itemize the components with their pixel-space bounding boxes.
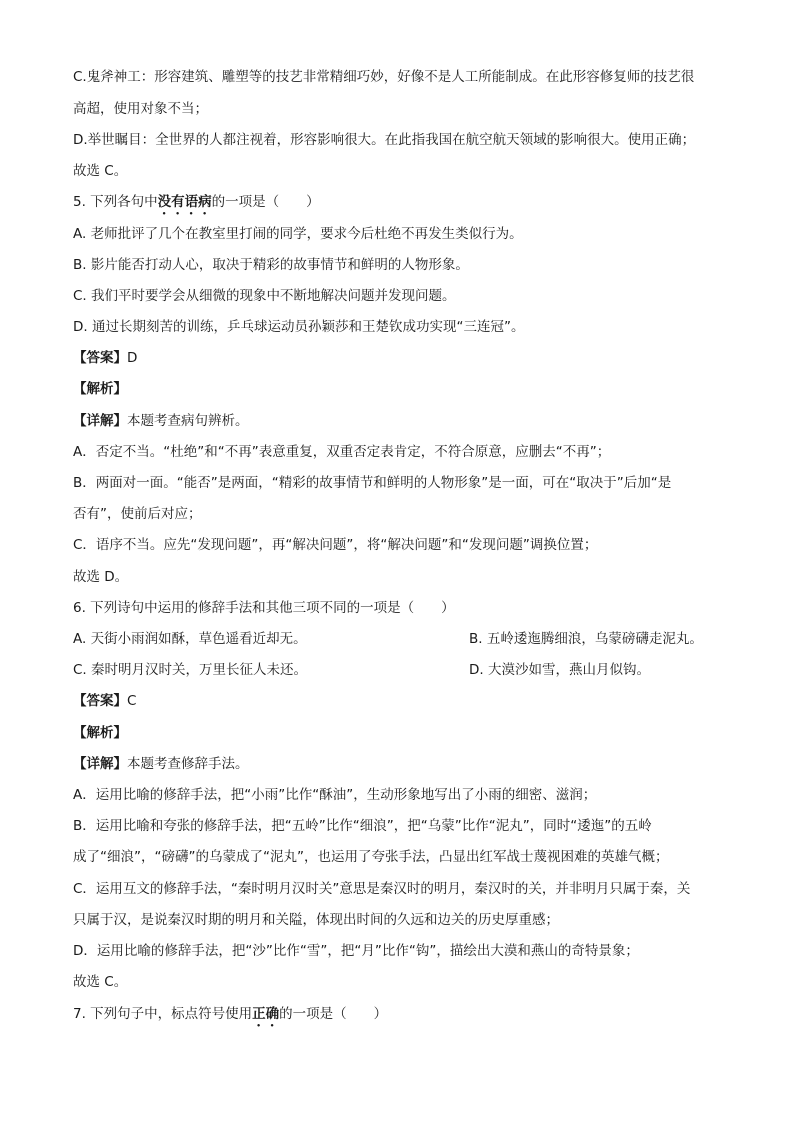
q6-detail [73,754,734,774]
q6-options-row2 [73,660,734,680]
q6-answer [73,691,734,711]
q5-option-d: D. 通过长期刻苦的训练，乒乓球运动员孙颖莎和王楚钦成功实现“三连冠”。 [73,319,525,335]
q6-conclusion: 故选 C。 [73,974,128,990]
q6-explanation-d: D．运用比喻的修辞手法，把“沙”比作“雪”，把“月”比作“钩”，描绘出大漠和燕山的奇特景象； [73,943,639,959]
q6-options-row1 [73,629,734,649]
q6-analysis-heading: 【解析】 [73,725,127,741]
q5-answer-value: D [127,350,138,366]
q5-stem-suffix: 的一项是（ ） [211,194,320,210]
q6-option-b: B. 五岭逶迤腾细浪，乌蒙磅礴走泥丸。 [469,631,703,647]
q6-option-a: A. 天街小雨润如酥，草色遥看近却无。 [73,631,307,647]
q6-stem: 6. 下列诗句中运用的修辞手法和其他三项不同的一项是（ ） [73,600,455,616]
q5-conclusion: 故选 D。 [73,569,129,585]
q7-stem-emphasis: 正确 [252,1006,280,1022]
q5-detail-text: 本题考查病句辨析。 [127,413,249,429]
q6-explanation-c-line1: C．运用互文的修辞手法，“秦时明月汉时关”意思是秦汉时的明月，秦汉时的关，并非明月只属于秦，关 [73,881,691,897]
q5-option-b: B. 影片能否打动人心，取决于精彩的故事情节和鲜明的人物形象。 [73,257,469,273]
q6-explanation-b-line1: B．运用比喻和夸张的修辞手法，把“五岭”比作“细浪”，把“乌蒙”比作“泥丸”，同时“逶迤”的五岭 [73,818,652,834]
q5-explanation-b-line1: B．两面对一面。“能否”是两面，“精彩的故事情节和鲜明的人物形象”是一面，可在“取决于”后加“是 [73,475,672,491]
q6-detail-text: 本题考查修辞手法。 [127,756,249,772]
q4-option-c-explanation-line2: 高超，使用对象不当； [73,101,208,117]
q5-detail-label: 【详解】 [73,413,127,429]
q7-stem-prefix: 7. 下列句子中，标点符号使用 [73,1006,253,1022]
q6-answer-value: C [127,693,137,709]
q6-detail-label: 【详解】 [73,756,127,772]
q4-conclusion: 故选 C。 [73,163,128,179]
q4-option-c-explanation-line1: C.鬼斧神工：形容建筑、雕塑等的技艺非常精细巧妙，好像不是人工所能制成。在此形容修复师的技艺很 [73,69,695,85]
q6-explanation-a: A．运用比喻的修辞手法，把“小雨”比作“酥油”，生动形象地写出了小雨的细密、滋润； [73,787,597,803]
q5-answer [73,348,734,368]
q5-detail [73,411,734,431]
q5-explanation-c: C．语序不当。应先“发现问题”，再“解决问题”，将“解决问题”和“发现问题”调换位置； [73,537,598,553]
q6-answer-label: 【答案】 [73,693,127,709]
q5-analysis-label [73,379,734,399]
q5-explanation-a: A．否定不当。“杜绝”和“不再”表意重复，双重否定表肯定，不符合原意，应删去“不再”； [73,444,611,460]
q5-option-a: A. 老师批评了几个在教室里打闹的同学，要求今后杜绝不再发生类似行为。 [73,226,523,242]
q5-analysis-heading: 【解析】 [73,381,127,397]
q5-stem-emphasis: 没有语病 [157,194,212,210]
q7-stem-suffix: 的一项是（ ） [279,1006,388,1022]
q6-option-c: C. 秦时明月汉时关，万里长征人未还。 [73,662,308,678]
q7-stem [73,1004,734,1030]
q5-answer-label: 【答案】 [73,350,127,366]
q6-explanation-c-line2: 只属于汉，是说秦汉时期的明月和关隘，体现出时间的久远和边关的历史厚重感； [73,912,559,928]
q5-stem [73,192,734,218]
q5-stem-prefix: 5. 下列各句中 [73,194,158,210]
q5-explanation-b-line2: 否有”，使前后对应； [73,506,202,522]
q6-analysis-label [73,723,734,743]
q6-explanation-b-line2: 成了“细浪”，“磅礴”的乌蒙成了“泥丸”，也运用了夸张手法，凸显出红军战士蔑视困难的英雄气概； [73,849,669,865]
q4-option-d-explanation: D.举世瞩目：全世界的人都注视着，形容影响很大。在此指我国在航空航天领域的影响很大。使用正确； [73,132,696,148]
q6-option-d: D. 大漠沙如雪，燕山月似钩。 [469,662,650,678]
q5-option-c: C. 我们平时要学会从细微的现象中不断地解决问题并发现问题。 [73,288,456,304]
